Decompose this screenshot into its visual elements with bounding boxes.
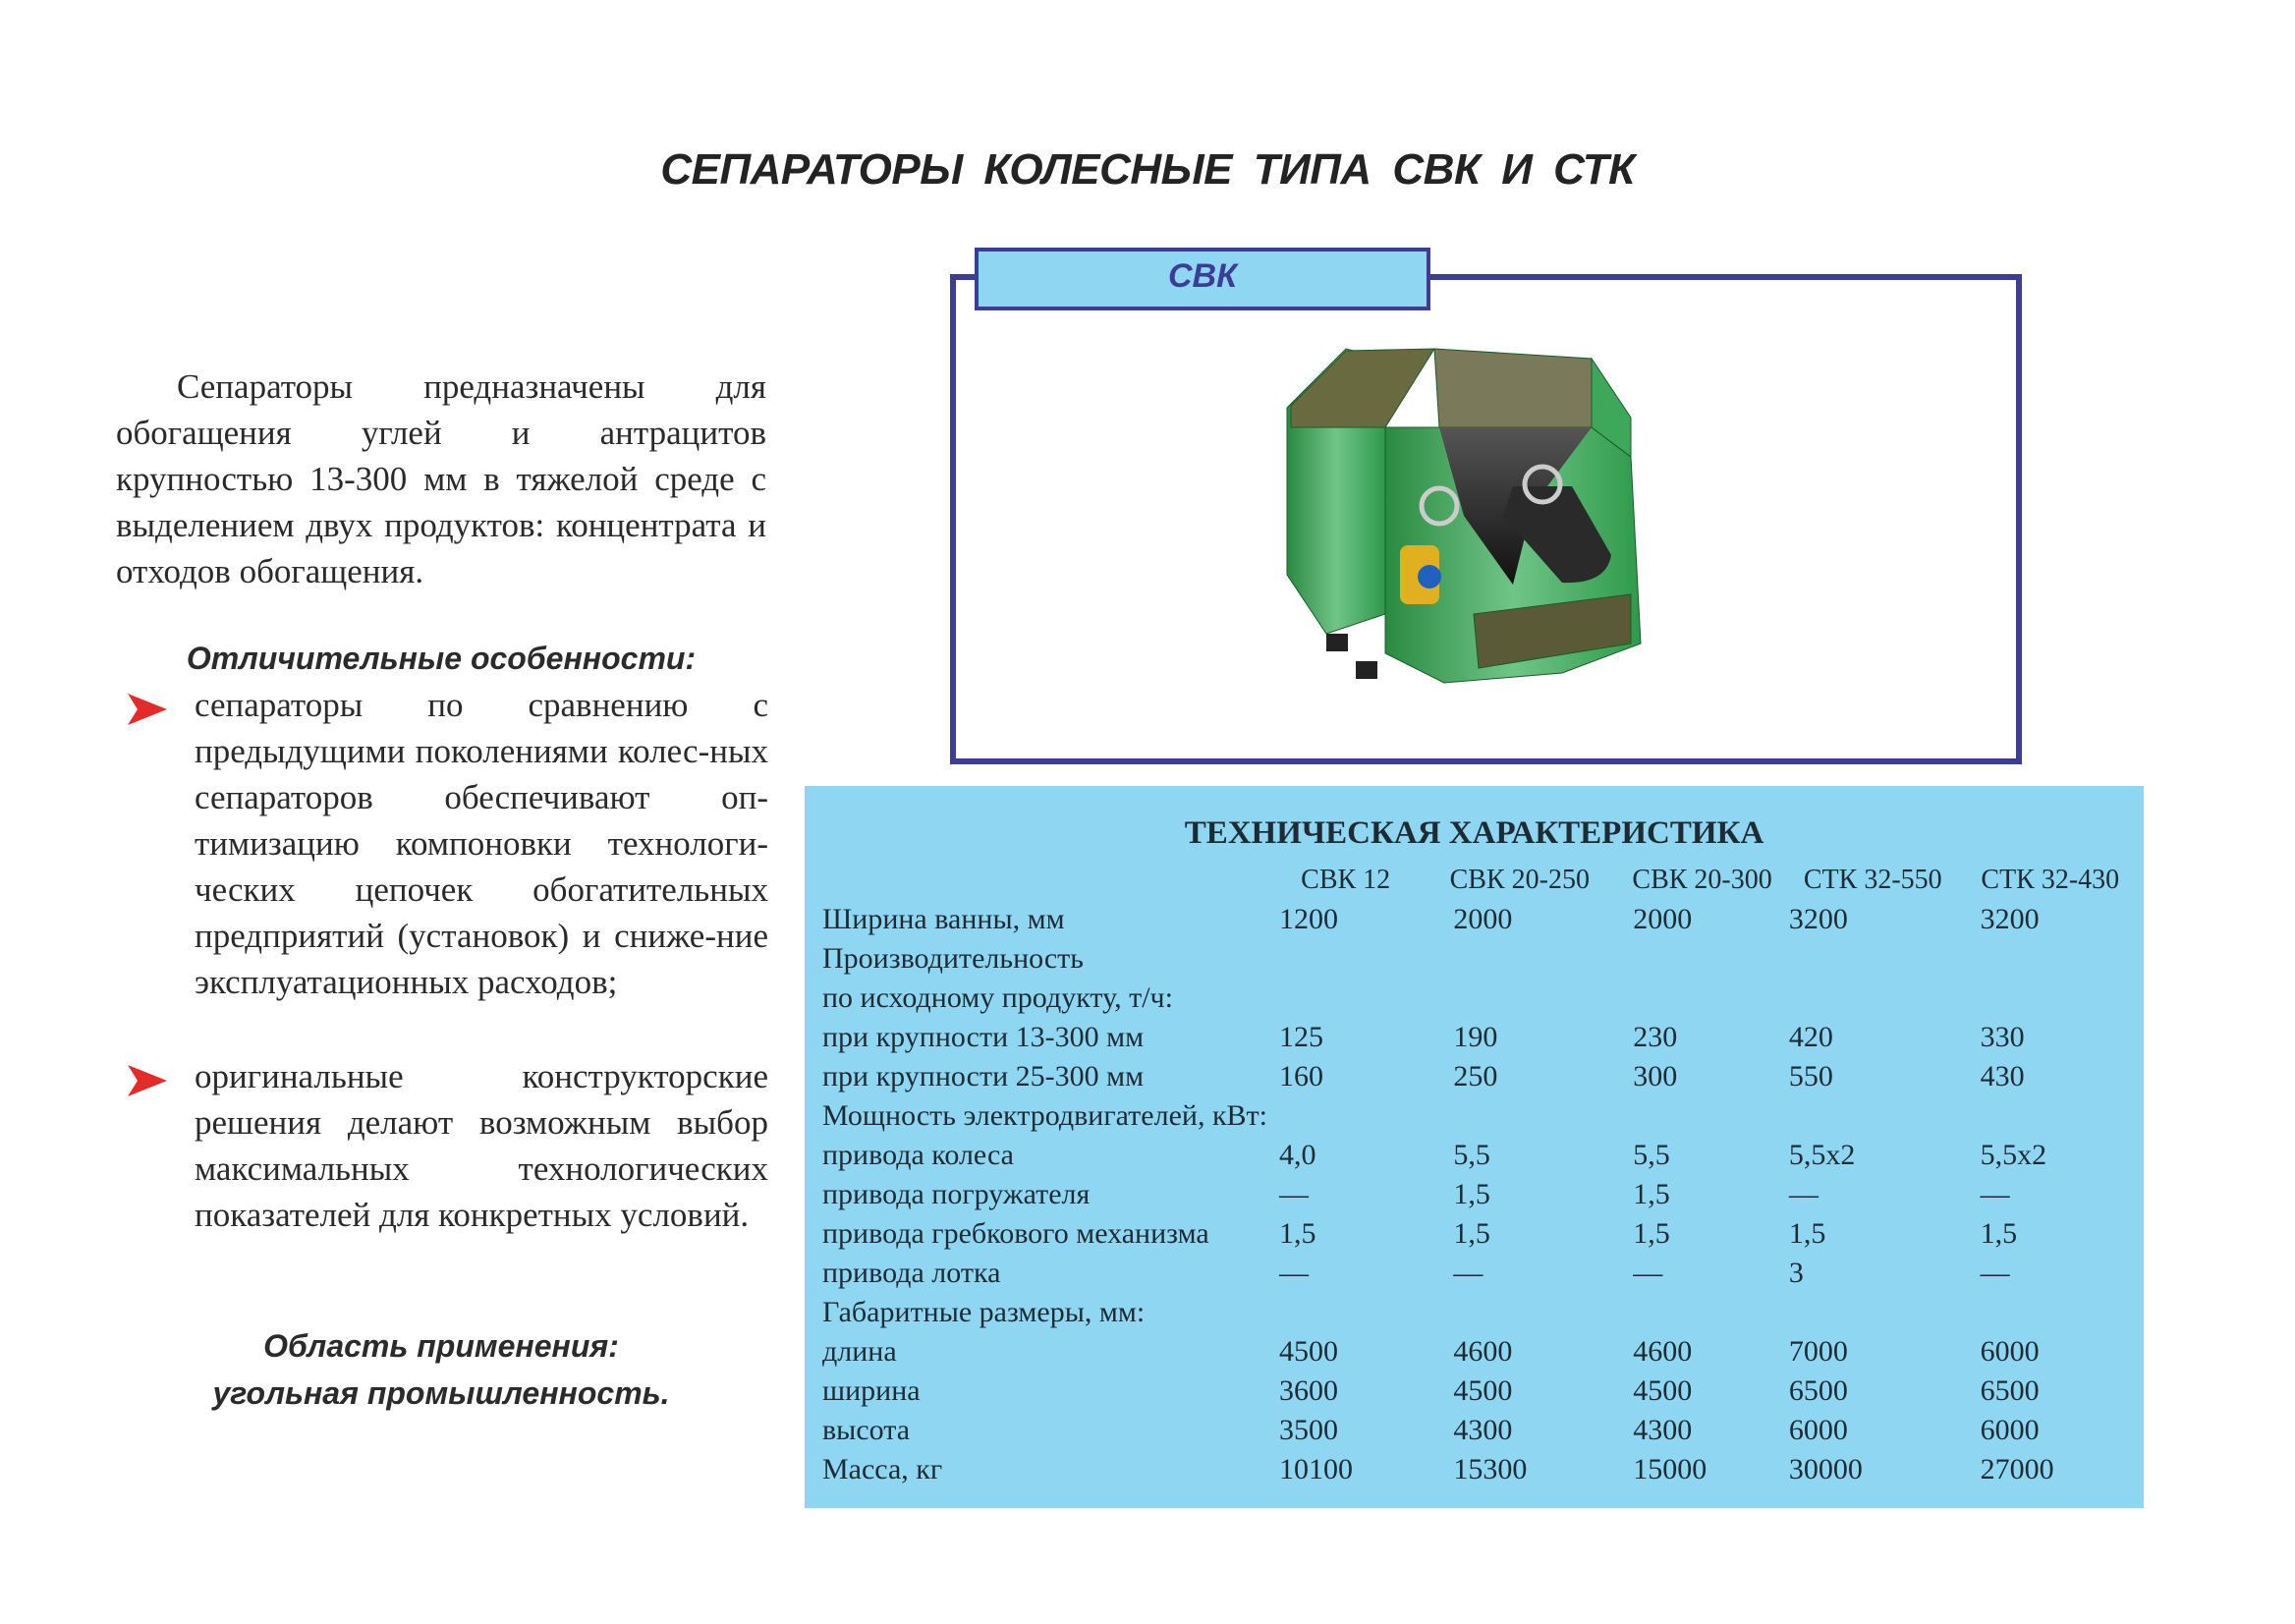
machine-foot	[1356, 661, 1377, 679]
separator-machine-illustration	[1267, 319, 1719, 732]
spec-cell: 1,5	[1788, 1217, 1826, 1250]
spec-cell: —	[1453, 1257, 1483, 1289]
spec-row-label: высота	[822, 1414, 911, 1446]
spec-cell: 4600	[1633, 1335, 1693, 1368]
spec-cell: 30000	[1788, 1453, 1863, 1485]
spec-cell: 230	[1633, 1021, 1678, 1053]
spec-row-label: по исходному продукту, т/ч:	[822, 981, 1173, 1014]
spec-cell	[1615, 1096, 1789, 1136]
spec-row-label: привода лотка	[822, 1257, 1001, 1289]
spec-cell: —	[1278, 1257, 1309, 1289]
spec-cell: —	[1788, 1178, 1819, 1210]
spec-column-header: СВК 12	[1301, 865, 1391, 895]
machine-grate	[1291, 349, 1434, 427]
spec-column-header: СТК 32-430	[1981, 865, 2120, 895]
spec-cell: 1,5	[1633, 1217, 1670, 1250]
spec-cell: 27000	[1980, 1453, 2054, 1485]
spec-cell	[1789, 939, 1957, 979]
spec-cell	[1615, 939, 1789, 979]
spec-row-label: ширина	[822, 1374, 921, 1407]
intro-paragraph	[116, 364, 766, 594]
spec-panel	[805, 786, 2144, 1508]
spec-table-row	[822, 1136, 2144, 1175]
spec-cell: 4500	[1278, 1335, 1338, 1368]
spec-cell	[1789, 1293, 1957, 1332]
spec-cell: 15000	[1633, 1453, 1707, 1485]
spec-cell: 420	[1788, 1021, 1833, 1053]
spec-table-row	[822, 1372, 2144, 1411]
spec-cell	[1424, 1096, 1615, 1136]
spec-cell: 1,5	[1980, 1217, 2018, 1250]
spec-table-row	[822, 1057, 2144, 1096]
spec-cell: 4600	[1453, 1335, 1513, 1368]
machine-motor-blue	[1418, 565, 1441, 588]
spec-cell	[1267, 939, 1424, 979]
spec-cell: 6000	[1788, 1414, 1848, 1446]
feature-item	[128, 1053, 768, 1238]
spec-cell: 125	[1278, 1021, 1323, 1053]
spec-cell: —	[1633, 1257, 1663, 1289]
spec-cell	[1957, 939, 2144, 979]
spec-cell: 250	[1453, 1060, 1498, 1092]
spec-table-row	[822, 1332, 2144, 1372]
spec-cell: 3200	[1788, 903, 1848, 935]
spec-table-row	[822, 979, 2144, 1018]
spec-cell: 160	[1278, 1060, 1323, 1092]
spec-cell	[1957, 979, 2144, 1018]
spec-table-row	[822, 1175, 2144, 1214]
spec-table-row	[822, 900, 2144, 939]
intro-text: Сепараторы предназначены для обогащения углей и антрацитов крупностью 13-300 мм в тяжелой среде с выделением двух продуктов: концентрата и отходов обогащения.	[116, 367, 766, 590]
spec-cell	[1424, 979, 1615, 1018]
figure-label-box	[975, 248, 1430, 310]
machine-foot	[1326, 634, 1348, 651]
features-heading: Отличительные особенности:	[186, 641, 697, 676]
spec-cell: 1200	[1278, 903, 1338, 935]
machine-hopper	[1434, 349, 1592, 427]
application-heading: Область применения:	[263, 1328, 619, 1364]
spec-row-label: Масса, кг	[822, 1453, 943, 1485]
spec-row-label: Мощность электродвигателей, кВт:	[822, 1099, 1267, 1132]
spec-cell: 5,5х2	[1788, 1139, 1856, 1171]
spec-cell	[1957, 1096, 2144, 1136]
spec-cell: 1,5	[1633, 1178, 1670, 1210]
spec-row-label: при крупности 13-300 мм	[822, 1021, 1145, 1053]
spec-cell: 6500	[1980, 1374, 2040, 1407]
spec-row-label: при крупности 25-300 мм	[822, 1060, 1145, 1092]
spec-cell: 2000	[1453, 903, 1513, 935]
spec-cell: 4,0	[1278, 1139, 1316, 1171]
spec-row-label: привода гребкового механизма	[822, 1217, 1209, 1250]
spec-row-label: привода колеса	[822, 1139, 1014, 1171]
spec-row-label: Ширина ванны, мм	[822, 903, 1065, 935]
spec-cell: 4500	[1633, 1374, 1693, 1407]
spec-cell	[1267, 1293, 1424, 1332]
spec-cell: 3200	[1980, 903, 2040, 935]
spec-cell: 5,5	[1633, 1139, 1670, 1171]
spec-cell	[1789, 1096, 1957, 1136]
spec-cell: 550	[1788, 1060, 1833, 1092]
spec-cell: 5,5	[1453, 1139, 1490, 1171]
spec-cell: 190	[1453, 1021, 1498, 1053]
spec-cell	[1615, 979, 1789, 1018]
spec-cell: 4500	[1453, 1374, 1513, 1407]
spec-cell: 10100	[1278, 1453, 1353, 1485]
spec-table	[822, 861, 2144, 1489]
spec-table-row	[822, 1018, 2144, 1057]
spec-cell: 5,5х2	[1980, 1139, 2047, 1171]
page-title: СЕПАРАТОРЫ КОЛЕСНЫЕ ТИПА СВК И СТК	[660, 145, 1635, 194]
feature-text: оригинальные конструкторские решения делают возможным выбор максимальных технологических показателей для конкретных условий.	[195, 1057, 768, 1234]
spec-title: ТЕХНИЧЕСКАЯ ХАРАКТЕРИСТИКА	[1184, 815, 1764, 851]
spec-table-row	[822, 1293, 2144, 1332]
spec-cell	[1957, 1293, 2144, 1332]
spec-cell: 300	[1633, 1060, 1678, 1092]
spec-cell: 1,5	[1453, 1178, 1490, 1210]
spec-row-label: Производительность	[822, 942, 1084, 975]
spec-cell: 330	[1980, 1021, 2025, 1053]
spec-cell: 6000	[1980, 1414, 2040, 1446]
spec-cell	[1789, 979, 1957, 1018]
spec-table-body	[822, 900, 2144, 1489]
red-arrow-icon	[128, 1065, 167, 1096]
spec-header-row	[822, 861, 2144, 900]
spec-cell: 1,5	[1278, 1217, 1316, 1250]
spec-cell	[1424, 939, 1615, 979]
spec-table-row	[822, 1096, 2144, 1136]
spec-cell: 6000	[1980, 1335, 2040, 1368]
feature-text: сепараторы по сравнению с предыдущими поколениями колес-ных сепараторов обеспечивают оп-тимизацию компоновки технологи-ческих цепочек обогатительных предприятий (установок) и сниже-ние эксплуатационных расходов;	[195, 686, 768, 1001]
spec-column-header: СВК 20-250	[1449, 865, 1590, 895]
spec-cell: 2000	[1633, 903, 1693, 935]
spec-cell: —	[1980, 1257, 2010, 1289]
spec-cell: 3500	[1278, 1414, 1338, 1446]
application-value: угольная промышленность.	[212, 1375, 670, 1411]
spec-row-label: длина	[822, 1335, 897, 1368]
spec-cell: 3600	[1278, 1374, 1338, 1407]
spec-cell	[1424, 1293, 1615, 1332]
spec-cell: 6500	[1788, 1374, 1848, 1407]
spec-cell	[1267, 979, 1424, 1018]
spec-row-label: Габаритные размеры, мм:	[822, 1296, 1146, 1328]
spec-header-empty	[822, 861, 1267, 900]
spec-column-header: СВК 20-300	[1632, 865, 1772, 895]
spec-table-row	[822, 1214, 2144, 1254]
red-arrow-icon	[128, 694, 167, 725]
spec-cell	[1267, 1096, 1424, 1136]
spec-row-label: привода погружателя	[822, 1178, 1091, 1210]
spec-cell: 15300	[1453, 1453, 1528, 1485]
spec-cell: —	[1980, 1178, 2010, 1210]
spec-cell: 3	[1788, 1257, 1804, 1289]
spec-cell: 4300	[1633, 1414, 1693, 1446]
spec-table-row	[822, 939, 2144, 979]
spec-table-row	[822, 1254, 2144, 1293]
spec-cell: —	[1278, 1178, 1309, 1210]
spec-table-row	[822, 1411, 2144, 1450]
spec-cell	[1615, 1293, 1789, 1332]
spec-column-header: СТК 32-550	[1803, 865, 1942, 895]
spec-table-row	[822, 1450, 2144, 1489]
spec-cell: 7000	[1788, 1335, 1848, 1368]
spec-cell: 4300	[1453, 1414, 1513, 1446]
figure-label: СВК	[1167, 257, 1237, 295]
feature-item	[128, 682, 768, 1005]
spec-cell: 430	[1980, 1060, 2025, 1092]
spec-cell: 1,5	[1453, 1217, 1490, 1250]
